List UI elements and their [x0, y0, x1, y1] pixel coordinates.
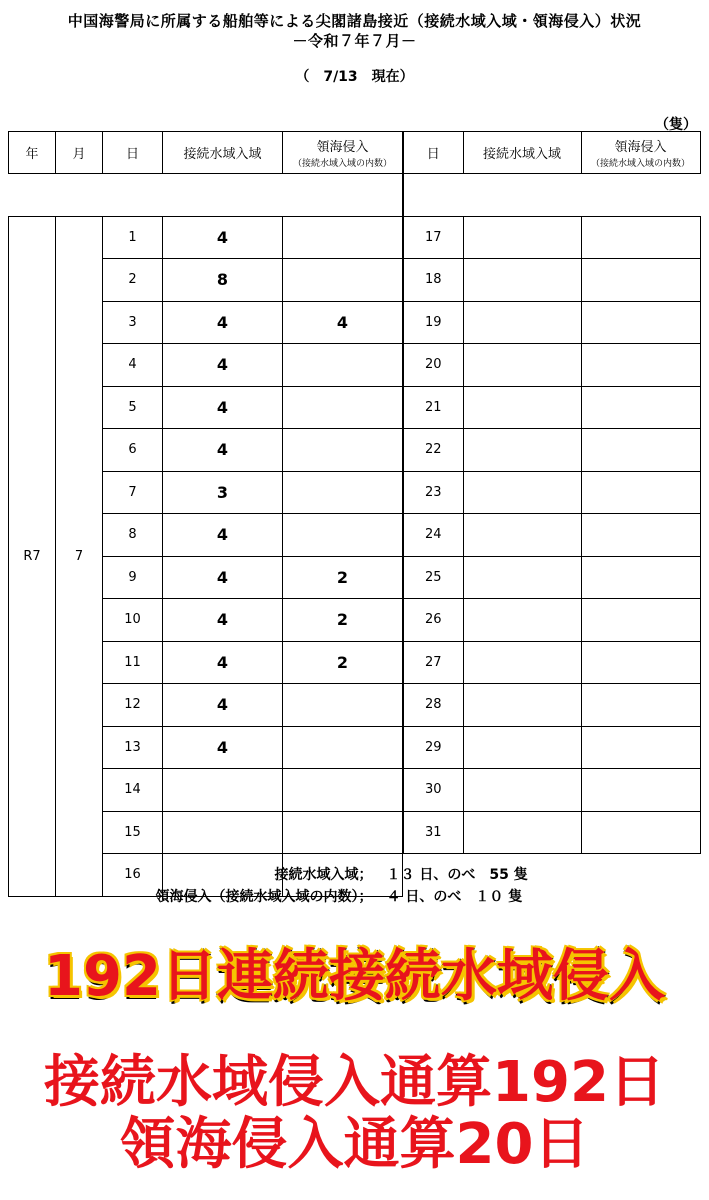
contiguous-cell [463, 726, 581, 769]
territorial-cell: 4 [283, 301, 403, 344]
territorial-cell [283, 386, 403, 429]
contiguous-cell [463, 344, 581, 387]
territorial-cell [581, 514, 700, 557]
header-contiguous-right: 接続水域入域 [463, 132, 581, 174]
day-cell: 2 [103, 259, 163, 302]
header-territorial-right [581, 132, 700, 174]
contiguous-cell: 8 [163, 259, 283, 302]
territorial-cell [283, 429, 403, 472]
table-row [403, 811, 700, 854]
contiguous-cell [463, 514, 581, 557]
right-table [402, 131, 701, 854]
header-year: 年 [9, 132, 56, 174]
day-cell: 27 [403, 641, 463, 684]
territorial-cell [283, 514, 403, 557]
table-row [403, 259, 700, 302]
contiguous-cell: 4 [163, 429, 283, 472]
day-cell: 29 [403, 726, 463, 769]
territorial-cell [581, 684, 700, 727]
banner-consecutive-days: 192日連続接続水域侵入 [44, 944, 665, 1009]
territorial-cell: 2 [283, 556, 403, 599]
summary-contiguous [0, 864, 709, 884]
day-cell: 8 [103, 514, 163, 557]
day-cell: 20 [403, 344, 463, 387]
banner-territorial-total: 領海侵入通算20日 [119, 1112, 590, 1177]
table-row [403, 301, 700, 344]
contiguous-cell: 4 [163, 301, 283, 344]
header-territorial-label: 領海侵入 [316, 140, 369, 155]
left-table [8, 131, 403, 897]
table-row [403, 514, 700, 557]
summary-territorial-label: 領海侵入（接続水域入域の内数）； [155, 889, 373, 905]
contiguous-cell [463, 684, 581, 727]
territorial-cell: 2 [283, 599, 403, 642]
header-day: 日 [103, 132, 163, 174]
contiguous-cell: 4 [163, 726, 283, 769]
table-row [403, 769, 700, 812]
contiguous-cell: 4 [163, 386, 283, 429]
unit-label: （隻） [655, 117, 697, 133]
header-contiguous: 接続水域入域 [163, 132, 283, 174]
territorial-cell [283, 769, 403, 812]
contiguous-cell [163, 769, 283, 812]
territorial-cell [581, 259, 700, 302]
day-cell: 25 [403, 556, 463, 599]
territorial-cell [283, 726, 403, 769]
day-cell: 5 [103, 386, 163, 429]
summary-contiguous-value: １３ 日、のべ 55 隻 [386, 867, 528, 883]
territorial-cell [283, 216, 403, 259]
territorial-cell [581, 471, 700, 514]
table-row [9, 216, 403, 259]
day-cell: 16 [103, 854, 163, 897]
territorial-cell [581, 599, 700, 642]
table-row [403, 599, 700, 642]
territorial-cell [581, 429, 700, 472]
table-row [403, 641, 700, 684]
contiguous-cell [463, 599, 581, 642]
contiguous-cell [463, 641, 581, 684]
day-cell: 7 [103, 471, 163, 514]
summary-contiguous-label: 接続水域入域； [274, 867, 373, 883]
day-cell: 22 [403, 429, 463, 472]
contiguous-cell [463, 429, 581, 472]
day-cell: 24 [403, 514, 463, 557]
territorial-cell [283, 684, 403, 727]
day-cell: 19 [403, 301, 463, 344]
summary-territorial-value: ４ 日、のべ １０ 隻 [386, 889, 523, 905]
territorial-cell [581, 556, 700, 599]
day-cell: 18 [403, 259, 463, 302]
contiguous-cell: 4 [163, 216, 283, 259]
territorial-cell [581, 726, 700, 769]
day-cell: 10 [103, 599, 163, 642]
header-territorial-note: （接続水域入域の内数） [292, 159, 392, 169]
contiguous-cell: 4 [163, 556, 283, 599]
contiguous-cell [163, 811, 283, 854]
territorial-cell [581, 386, 700, 429]
day-cell: 23 [403, 471, 463, 514]
month-cell: 7 [56, 216, 103, 896]
day-cell: 9 [103, 556, 163, 599]
summary-territorial [0, 886, 709, 906]
contiguous-cell: 4 [163, 344, 283, 387]
day-cell: 3 [103, 301, 163, 344]
contiguous-cell: 4 [163, 514, 283, 557]
day-cell: 4 [103, 344, 163, 387]
year-cell: R7 [9, 216, 56, 896]
table-row [403, 386, 700, 429]
header-day-right: 日 [403, 132, 463, 174]
territorial-cell [581, 769, 700, 812]
day-cell: 21 [403, 386, 463, 429]
territorial-cell [283, 811, 403, 854]
contiguous-cell [463, 301, 581, 344]
day-cell: 28 [403, 684, 463, 727]
territorial-cell [283, 471, 403, 514]
contiguous-cell [463, 769, 581, 812]
territorial-cell [581, 811, 700, 854]
territorial-cell [581, 301, 700, 344]
day-cell: 6 [103, 429, 163, 472]
day-cell: 17 [403, 216, 463, 259]
contiguous-cell [463, 556, 581, 599]
table-row [403, 216, 700, 259]
territorial-cell [283, 259, 403, 302]
as-of-date: （ 7/13 現在） [295, 69, 414, 85]
contiguous-cell [463, 259, 581, 302]
day-cell: 11 [103, 641, 163, 684]
contiguous-cell [463, 811, 581, 854]
contiguous-cell: 3 [163, 471, 283, 514]
territorial-cell [283, 344, 403, 387]
day-cell: 31 [403, 811, 463, 854]
day-cell: 30 [403, 769, 463, 812]
day-cell: 26 [403, 599, 463, 642]
day-cell: 14 [103, 769, 163, 812]
header-territorial-note-right: （接続水域入域の内数） [590, 159, 690, 169]
day-cell: 12 [103, 684, 163, 727]
page-title: 中国海警局に所属する船舶等による尖閣諸島接近（接続水域入域・領海侵入）状況 [67, 12, 642, 30]
territorial-cell: 2 [283, 641, 403, 684]
contiguous-cell [463, 471, 581, 514]
table-row [403, 429, 700, 472]
table-row [403, 684, 700, 727]
territorial-cell [581, 344, 700, 387]
contiguous-cell: 4 [163, 684, 283, 727]
table-row [403, 471, 700, 514]
page-subtitle: －令和７年７月－ [292, 32, 417, 50]
contiguous-cell [463, 386, 581, 429]
header-month: 月 [56, 132, 103, 174]
territorial-cell [581, 216, 700, 259]
contiguous-cell [463, 216, 581, 259]
banner-contiguous-total: 接続水域侵入通算192日 [44, 1050, 665, 1115]
day-cell: 1 [103, 216, 163, 259]
header-territorial-label-right: 領海侵入 [614, 140, 667, 155]
day-cell: 15 [103, 811, 163, 854]
territorial-cell [581, 641, 700, 684]
day-cell: 13 [103, 726, 163, 769]
table-row [403, 344, 700, 387]
contiguous-cell: 4 [163, 599, 283, 642]
table-row [403, 556, 700, 599]
header-territorial [283, 132, 403, 174]
contiguous-cell: 4 [163, 641, 283, 684]
table-row [403, 726, 700, 769]
